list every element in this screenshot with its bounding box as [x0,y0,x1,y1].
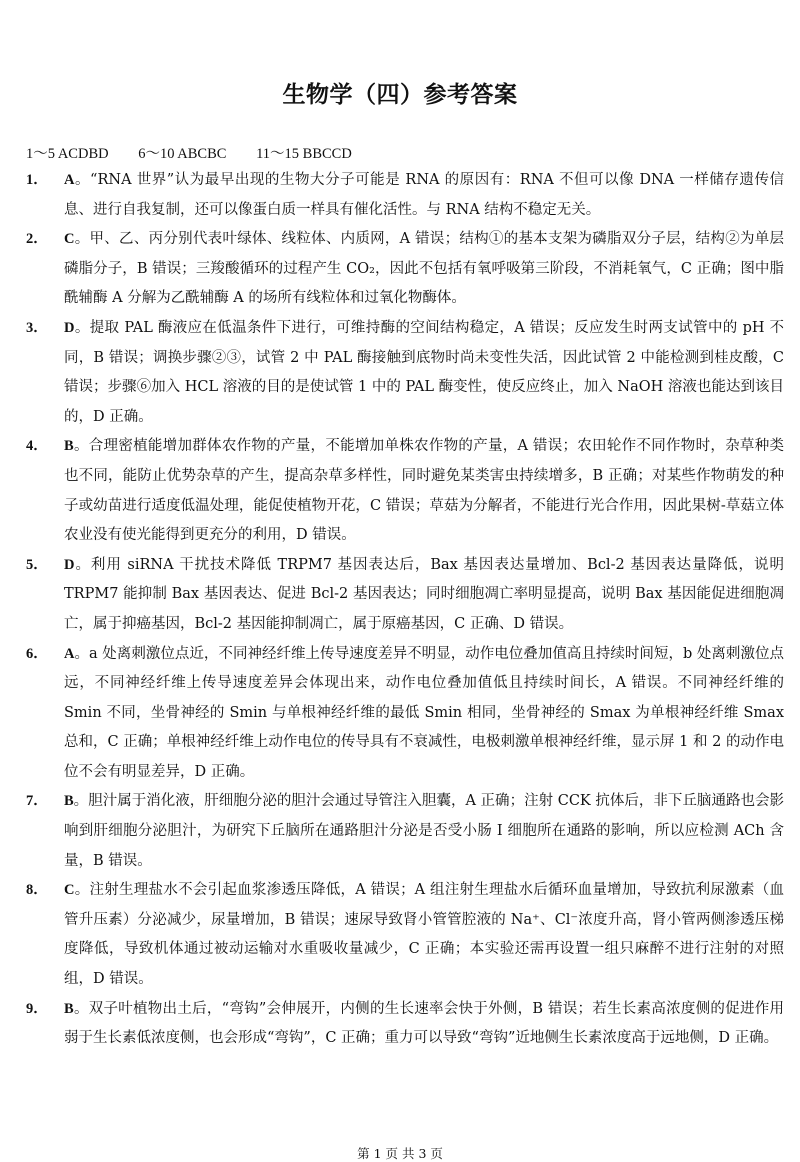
item-text: 。胆汁属于消化液，肝细胞分泌的胆汁会通过导管注入胆囊，A 正确；注射 CCK 抗体后，非下丘脑通路也会影响到肝细胞分泌胆汁，为研究下丘脑所在通路胆汁分泌是否受小肠 I 细胞所在通路的影响，所以应检测 ACh 含量，B 错误。 [64,793,784,869]
answer-item [26,640,784,788]
item-text: 。注射生理盐水不会引起血浆渗透压降低，A 错误；A 组注射生理盐水后循环血量增加，导致抗利尿激素（血管升压素）分泌减少，尿量增加，B 错误；速尿导致肾小管管腔液的 Na⁺、Cl⁻浓度升高，肾小管两侧渗透压梯度降低，导致机体通过被动运输对水重吸收量减少，C 正确；本实验还需再设置一组只麻醉不进行注射的对照组，D 错误。 [64,882,784,988]
item-explanation [64,876,784,994]
item-text: 。双子叶植物出土后，“弯钩”会伸展开，内侧的生长速率会快于外侧，B 错误；若生长素高浓度侧的促进作用弱于生长素低浓度侧，也会形成“弯钩”，C 正确；重力可以导致“弯钩”近地侧生长素浓度高于远地侧，D 正确。 [64,1000,784,1047]
item-explanation [64,787,784,876]
page-title: 生物学（四）参考答案 [282,82,518,108]
item-text: 。“RNA 世界”认为最早出现的生物大分子可能是 RNA 的原因有：RNA 不但可以像 DNA 一样储存遗传信息、进行自我复制，还可以像蛋白质一样具有催化活性。与 RNA 结构不稳定无关。 [64,172,784,218]
item-answer: C [64,231,75,248]
item-answer: B [64,1000,74,1017]
item-explanation [64,166,784,225]
item-explanation [64,432,784,550]
item-number: 1． [26,172,48,188]
item-answer: B [64,793,74,810]
item-answer: A [64,172,75,188]
item-explanation [64,640,784,788]
item-number: 6． [26,645,48,662]
answer-item [26,995,784,1054]
answer-summary [26,142,378,163]
answer-item [26,876,784,994]
item-text: 。合理密植能增加群体农作物的产量，不能增加单株农作物的产量，A 错误；农田轮作不同作物时，杂草种类也不同，能防止优势杂草的产生，提高杂草多样性，同时避免某类害虫持续增多，B 正确；对某些作物萌发的种子或幼苗进行适度低温处理，能促使植物开花，C 错误；草菇为分解者，不能进行光合作用，因此果树-草菇立体农业没有使光能得到更充分的利用，D 错误。 [64,438,784,544]
answer-item [26,551,784,640]
summary-1-5: 1～5 ACDBD [26,146,109,162]
answer-item [26,787,784,876]
item-explanation [64,995,784,1054]
page-footer: 第 1 页 共 3 页 [357,1146,443,1161]
item-explanation [64,551,784,640]
summary-6-10: 6～10 ABCBC [138,146,227,162]
item-text: 。a 处离刺激位点近，不同神经纤维上传导速度差异不明显，动作电位叠加值高且持续时间短，b 处离刺激位点远，不同神经纤维上传导速度差异会体现出来，动作电位叠加值低且持续时间长，A 错误。不同神经纤维的 Smin 不同，坐骨神经的 Smin 与单根神经纤维的最低 Smin 相同，坐骨神经的 Smax 为单根神经纤维 Smax 总和，C 正确；单根神经纤维上动作电位的传导具有不衰减性，电极刺激单根神经纤维，显示屏 1 和 2 的动作电位不会有明显差异，D 正确。 [64,645,784,780]
item-answer: B [64,438,74,455]
item-number: 5． [26,556,48,573]
answer-item [26,432,784,550]
answer-item [26,166,784,225]
item-number: 3． [26,319,48,336]
item-answer: D [64,319,75,336]
item-explanation [64,314,784,432]
item-number: 7． [26,793,48,810]
item-answer: C [64,882,75,899]
item-answer: D [64,556,75,573]
item-text: 。利用 siRNA 干扰技术降低 TRPM7 基因表达后，Bax 基因表达量增加、Bcl-2 基因表达量降低，说明 TRPM7 能抑制 Bax 基因表达、促进 Bcl-2 基因表达；同时细胞凋亡率明显提高，说明 Bax 基因能促进细胞凋亡，属于抑癌基因，Bcl-2 基因能抑制凋亡，属于原癌基因，C 正确、D 错误。 [64,556,784,632]
answer-list [26,166,784,1054]
item-text: 。甲、乙、丙分别代表叶绿体、线粒体、内质网，A 错误；结构①的基本支架为磷脂双分子层，结构②为单层磷脂分子，B 错误；三羧酸循环的过程产生 CO₂，因此不包括有氧呼吸第三阶段，不消耗氧气，C 正确；图中脂酰辅酶 A 分解为乙酰辅酶 A 的场所有线粒体和过氧化物酶体。 [64,231,784,307]
item-answer: A [64,645,75,662]
item-number: 9． [26,1000,48,1017]
item-explanation [64,225,784,314]
item-text: 。提取 PAL 酶液应在低温条件下进行，可维持酶的空间结构稳定，A 错误；反应发生时两支试管中的 pH 不同，B 错误；调换步骤②③，试管 2 中 PAL 酶接触到底物时尚未变性失活，因此试管 2 中能检测到桂皮酸，C 错误；步骤⑥加入 HCL 溶液的目的是使试管 1 中的 PAL 酶变性，使反应终止，加入 NaOH 溶液也能达到该目的，D 正确。 [64,319,784,425]
answer-item [26,314,784,432]
summary-11-15: 11～15 BBCCD [256,146,352,162]
answer-item [26,225,784,314]
item-number: 2． [26,231,48,248]
item-number: 8． [26,882,48,899]
item-number: 4． [26,438,48,455]
